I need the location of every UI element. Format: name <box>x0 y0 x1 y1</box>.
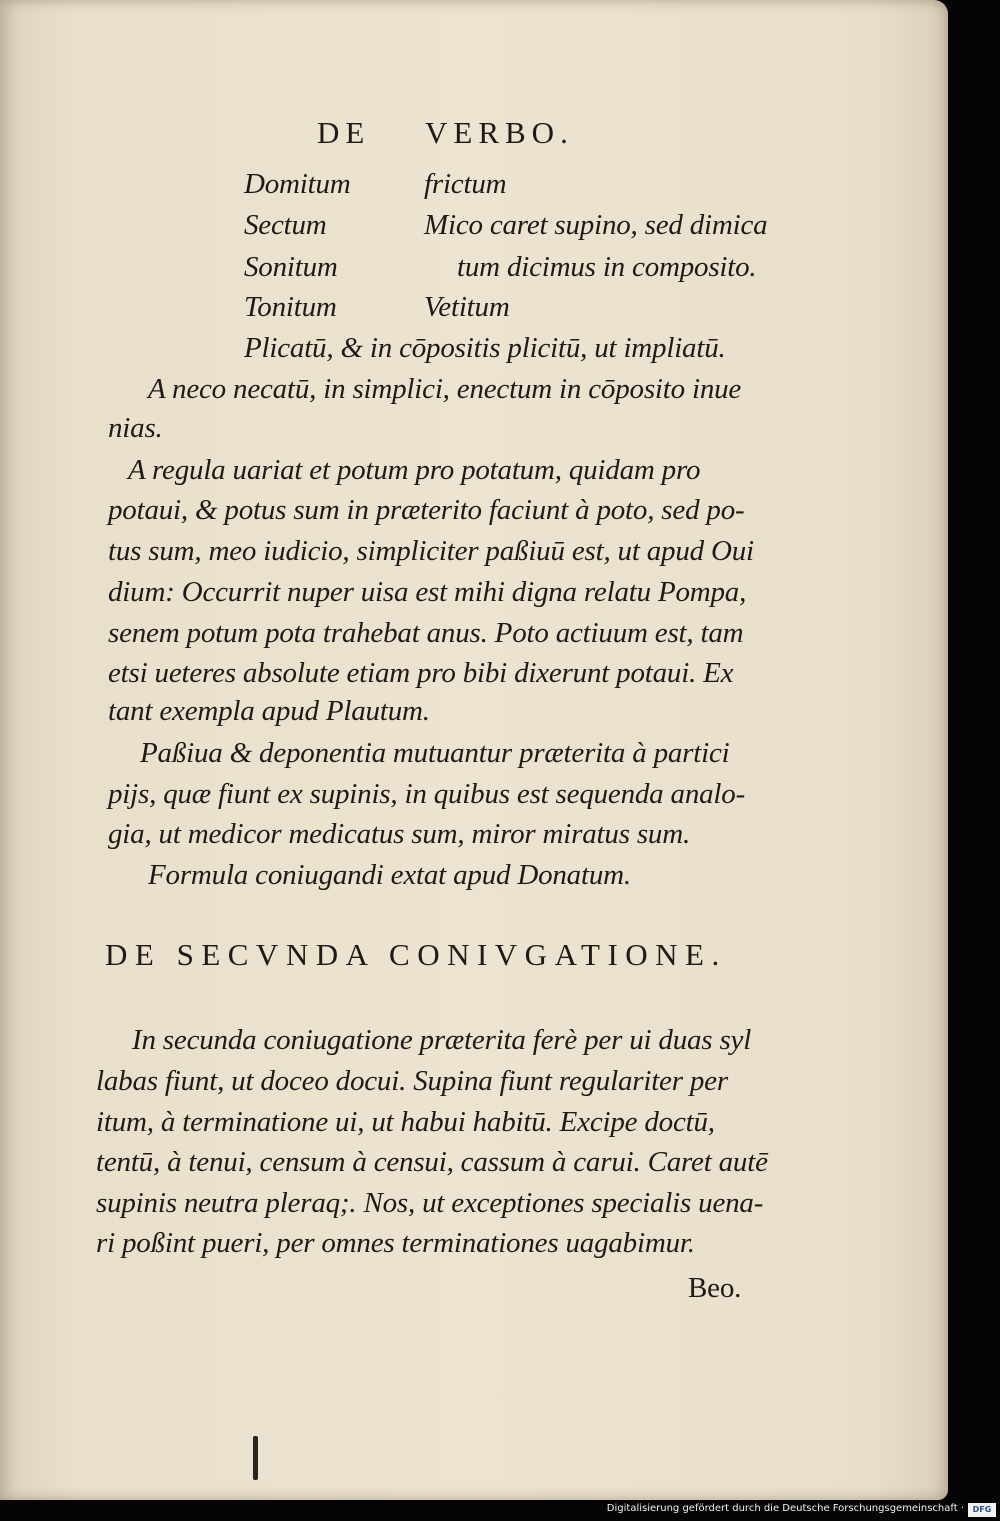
body-line: senem potum pota trahebat anus. Poto actiuum est, tam <box>108 617 744 649</box>
section-line: In secunda coniugatione præterita ferè per ui duas syl <box>132 1024 752 1056</box>
running-head-right: VERBO. <box>425 115 574 150</box>
body-line: potaui, & potus sum in præterito faciunt à poto, sed po- <box>108 494 745 526</box>
verb-vetitum: Vetitum <box>424 291 510 323</box>
verb-tonitum: Tonitum <box>244 291 337 323</box>
section-line: supinis neutra pleraq;. Nos, ut exceptiones specialis uena- <box>96 1187 764 1219</box>
body-line: Formula coniugandi extat apud Donatum. <box>148 859 631 891</box>
body-line: A regula uariat et potum pro potatum, quidam pro <box>128 454 701 486</box>
section-line: ri poßint pueri, per omnes terminationes uagabimur. <box>96 1227 695 1259</box>
running-head-left: DE <box>317 115 371 150</box>
section-heading: DE SECVNDA CONIVGATIONE. <box>105 937 727 972</box>
dfg-logo: DFG <box>968 1503 996 1517</box>
body-line: Paßiua & deponentia mutuantur præterita à partici <box>140 737 730 769</box>
section-line: itum, à terminatione ui, ut habui habitū. Excipe doctū, <box>96 1106 715 1138</box>
body-line: etsi ueteres absolute etiam pro bibi dixerunt potaui. Ex <box>108 657 734 689</box>
verb-sectum: Sectum <box>244 209 327 241</box>
body-line: dium: Occurrit nuper uisa est mihi digna relatu Pompa, <box>108 576 747 608</box>
catchword: Beo. <box>688 1272 742 1304</box>
page-mark <box>253 1436 258 1480</box>
section-line: tentū, à tenui, censum à censui, cassum à carui. Caret autē <box>96 1146 768 1178</box>
body-line: pijs, quæ fiunt ex supinis, in quibus est sequenda analo- <box>108 778 746 810</box>
body-line: tant exempla apud Plautum. <box>108 695 430 727</box>
body-line: tus sum, meo iudicio, simpliciter paßiuū est, ut apud Oui <box>108 535 754 567</box>
digitization-credit: Digitalisierung gefördert durch die Deutsche Forschungsgemeinschaft · <box>606 1503 964 1514</box>
body-line: nias. <box>108 412 163 444</box>
body-line: Plicatū, & in cōpositis plicitū, ut impliatū. <box>244 332 726 364</box>
body-line: A neco necatū, in simplici, enectum in cōposito inue <box>148 373 742 405</box>
section-line: labas fiunt, ut doceo docui. Supina fiunt regulariter per <box>96 1065 728 1097</box>
verb-domitum: Domitum <box>244 168 351 200</box>
verb-sonitum: Sonitum <box>244 251 338 283</box>
body-line: gia, ut medicor medicatus sum, miror miratus sum. <box>108 818 691 850</box>
verb-mico-note: Mico caret supino, sed dimica <box>424 209 768 241</box>
verb-frictum: frictum <box>424 168 507 200</box>
verb-mico-note-cont: tum dicimus in composito. <box>457 251 757 283</box>
